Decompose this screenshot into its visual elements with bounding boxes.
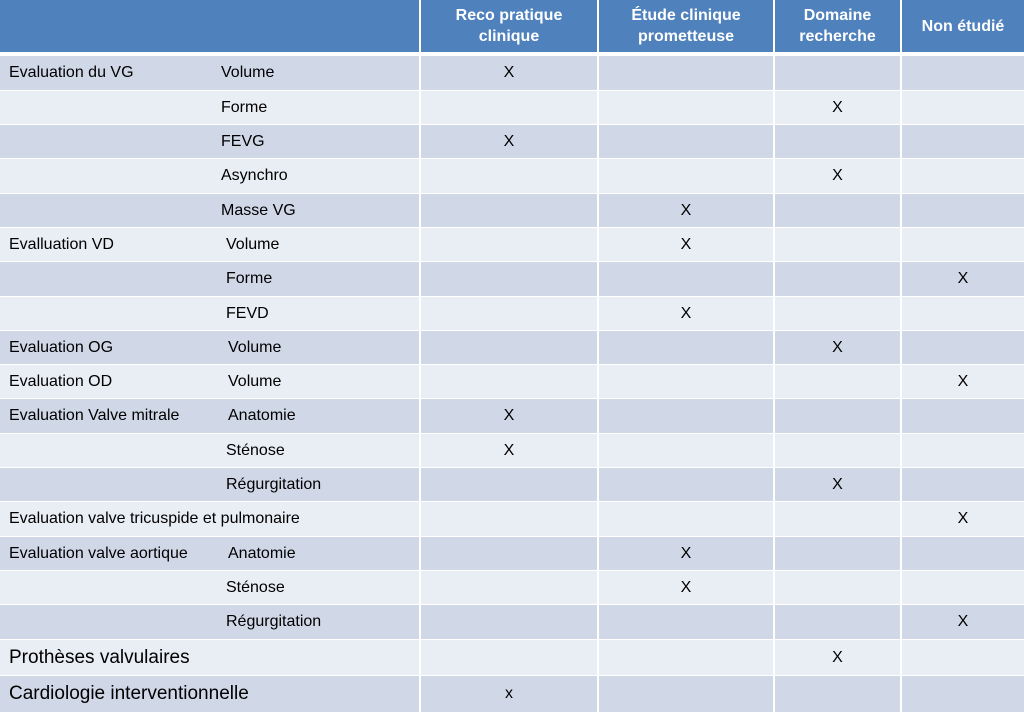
mark-cell [773,262,900,296]
column-header: Domaine recherche [773,0,900,52]
table-row [0,296,1024,330]
table-row [0,501,1024,536]
mark-cell: X [773,91,900,124]
mark-cell [597,676,773,712]
mark-cell: X [773,159,900,193]
table-row [0,55,1024,90]
mark-cell [419,159,597,193]
mark-cell: X [900,365,1024,398]
table-row [0,467,1024,501]
mark-cell [597,468,773,501]
mark-cell [900,676,1024,712]
mark-cell [900,468,1024,501]
mark-cell [900,91,1024,124]
mark-cell [900,399,1024,433]
mark-cell [419,537,597,570]
table-row [0,364,1024,398]
mark-cell [419,297,597,330]
mark-cell [419,605,597,639]
row-item-label: Masse VG [221,201,296,219]
mark-cell [597,605,773,639]
column-header: Étude clinique prometteuse [597,0,773,52]
row-item-label: Volume [228,372,282,390]
table-header [0,0,1024,55]
column-header: Reco pratique clinique [419,0,597,52]
mark-cell [900,159,1024,193]
mark-cell: X [419,56,597,90]
row-group-label: Evalluation VD [9,235,114,253]
mark-cell [773,56,900,90]
mark-cell [773,434,900,467]
row-item-label: FEVD [226,304,269,322]
row-item-label: Anatomie [228,544,296,562]
mark-cell [900,228,1024,261]
table-row [0,570,1024,604]
mark-cell [900,537,1024,570]
mark-cell: X [597,228,773,261]
table-row [0,193,1024,227]
mark-cell [419,91,597,124]
mark-cell: X [900,502,1024,536]
mark-cell: X [597,537,773,570]
table-row [0,124,1024,158]
mark-cell [900,194,1024,227]
row-group-label: Cardiologie interventionnelle [9,683,249,704]
mark-cell [419,194,597,227]
table-row [0,90,1024,124]
row-item-label: Sténose [226,578,285,596]
row-item-label: Volume [226,235,280,253]
row-group-label: Prothèses valvulaires [9,646,190,668]
row-item-label: Volume [221,64,275,81]
mark-cell [773,365,900,398]
mark-cell [900,125,1024,158]
table-row [0,675,1024,712]
mark-cell [773,194,900,227]
mark-cell: X [597,571,773,604]
mark-cell: X [597,297,773,330]
mark-cell: X [419,125,597,158]
mark-cell [597,91,773,124]
table-row [0,398,1024,433]
mark-cell [597,502,773,536]
table-row [0,536,1024,570]
mark-cell [419,365,597,398]
mark-cell [900,571,1024,604]
row-item-label: Sténose [226,441,285,459]
header-corner [0,0,419,52]
row-group-label: Evaluation du VG [9,64,134,81]
row-item-label: Régurgitation [226,613,322,630]
mark-cell [900,331,1024,364]
row-group-label: Evaluation valve aortique [9,544,188,562]
mark-cell: X [773,331,900,364]
row-item-label: Asynchro [221,167,288,184]
mark-cell [773,399,900,433]
mark-cell [773,676,900,712]
mark-cell [419,502,597,536]
mark-cell [773,125,900,158]
row-item-label: Forme [226,270,273,287]
mark-cell [773,571,900,604]
mark-cell [597,159,773,193]
column-header: Non étudié [900,0,1024,52]
mark-cell [597,399,773,433]
mark-cell [419,331,597,364]
mark-cell [900,640,1024,675]
mark-cell [597,262,773,296]
row-item-label: Forme [221,98,268,116]
mark-cell [773,502,900,536]
mark-cell [597,365,773,398]
mark-cell [597,434,773,467]
row-group-label: Evaluation Valve mitrale [9,407,180,424]
table-row [0,158,1024,193]
mark-cell [900,56,1024,90]
mark-cell: X [900,605,1024,639]
table-row [0,261,1024,296]
table-row [0,330,1024,364]
row-group-label: Evaluation OG [9,338,114,356]
row-item-label: Anatomie [228,407,296,424]
mark-cell [900,434,1024,467]
mark-cell [419,571,597,604]
table-row [0,639,1024,675]
mark-cell: X [773,468,900,501]
mark-cell [419,228,597,261]
mark-cell [900,297,1024,330]
row-item-label: FEVG [221,132,265,150]
row-item-label: Régurgitation [226,475,322,493]
mark-cell [419,640,597,675]
row-item-label: Volume [228,338,282,356]
mark-cell [597,331,773,364]
row-group-label: Evaluation valve tricuspide et pulmonaire [9,510,300,527]
mark-cell: X [419,399,597,433]
mark-cell: X [900,262,1024,296]
mark-cell: X [419,434,597,467]
mark-cell [773,228,900,261]
mark-cell [597,125,773,158]
mark-cell: X [773,640,900,675]
row-group-label: Evaluation OD [9,372,113,390]
mark-cell [773,605,900,639]
mark-cell [419,262,597,296]
mark-cell: X [597,194,773,227]
mark-cell [419,468,597,501]
mark-cell [773,297,900,330]
mark-cell [597,640,773,675]
mark-cell [597,56,773,90]
table-row [0,604,1024,639]
table-row [0,433,1024,467]
table-row [0,227,1024,261]
mark-cell [773,537,900,570]
mark-cell: x [419,676,597,712]
